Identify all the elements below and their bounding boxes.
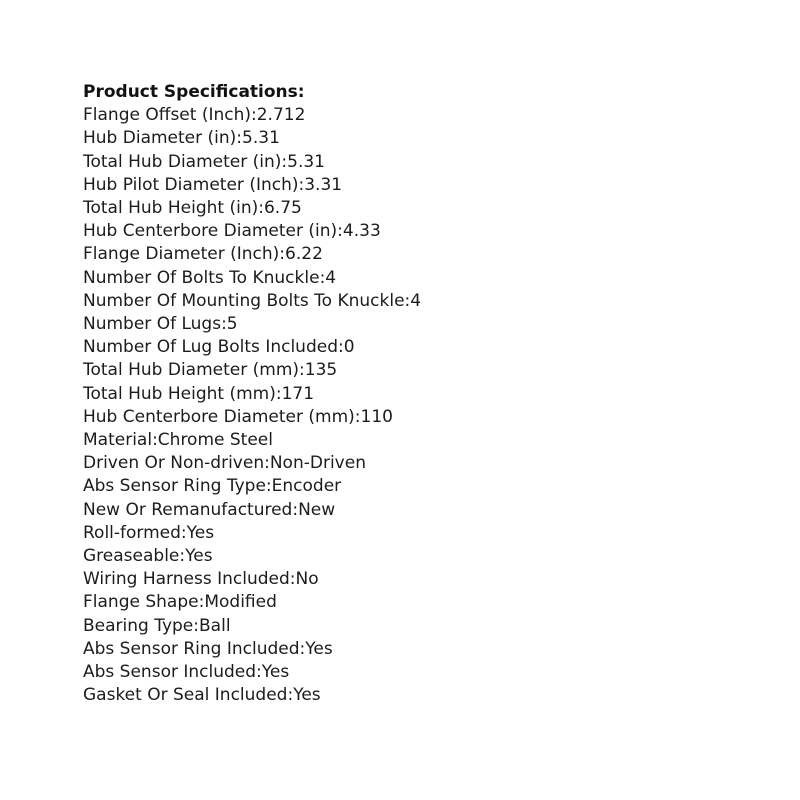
spec-separator: :	[179, 546, 186, 567]
spec-row	[83, 336, 723, 359]
spec-label: Flange Diameter (Inch)	[83, 244, 280, 265]
spec-row	[83, 452, 723, 475]
spec-row	[83, 591, 723, 614]
spec-row	[83, 290, 723, 313]
spec-row	[83, 615, 723, 638]
spec-value: 5	[226, 314, 238, 335]
spec-value: No	[295, 569, 319, 590]
spec-label: Total Hub Height (in)	[83, 198, 259, 219]
spec-separator: :	[279, 244, 286, 265]
spec-label: Bearing Type	[83, 615, 194, 636]
spec-separator: :	[289, 569, 296, 590]
spec-value: Modified	[204, 592, 277, 613]
spec-value: 4	[325, 267, 337, 288]
spec-separator: :	[265, 476, 272, 497]
spec-separator: :	[264, 453, 270, 474]
spec-separator: :	[193, 615, 200, 636]
spec-label: Hub Centerbore Diameter (in)	[83, 221, 338, 242]
product-specifications-section	[83, 81, 723, 707]
spec-label: Total Hub Diameter (in)	[83, 151, 282, 172]
spec-value: 5.31	[242, 128, 280, 149]
spec-row	[83, 104, 723, 127]
spec-label: Wiring Harness Included	[83, 569, 290, 590]
spec-label: Material	[83, 430, 153, 451]
spec-value: Non-Driven	[269, 453, 366, 474]
spec-separator: :	[338, 337, 344, 358]
spec-value: 5.31	[287, 151, 325, 172]
spec-row	[83, 267, 723, 290]
spec-row	[83, 151, 723, 174]
spec-separator: :	[337, 221, 343, 242]
spec-label: Abs Sensor Ring Type	[83, 476, 266, 497]
spec-value: New	[298, 499, 336, 520]
spec-label: Total Hub Diameter (mm)	[83, 360, 300, 381]
spec-value: 6.22	[285, 244, 323, 265]
spec-row	[83, 475, 723, 498]
spec-row	[83, 568, 723, 591]
spec-row	[83, 545, 723, 568]
spec-label: Abs Sensor Ring Included	[83, 638, 300, 659]
spec-value: Encoder	[271, 476, 342, 497]
spec-separator: :	[221, 314, 227, 335]
spec-separator: :	[287, 685, 294, 706]
spec-value: 2.712	[256, 105, 306, 126]
spec-row	[83, 220, 723, 243]
spec-separator: :	[236, 128, 243, 149]
spec-row	[83, 661, 723, 684]
spec-separator: :	[198, 592, 205, 613]
spec-separator: :	[258, 198, 264, 219]
spec-separator: :	[152, 430, 158, 451]
spec-label: Hub Pilot Diameter (Inch)	[83, 174, 299, 195]
spec-label: Hub Diameter (in)	[83, 128, 237, 149]
spec-separator: :	[299, 360, 305, 381]
spec-value: Yes	[305, 638, 333, 659]
section-heading: Product Specifications:	[83, 82, 305, 102]
spec-separator: :	[275, 383, 282, 404]
spec-label: New Or Remanufactured	[83, 499, 293, 520]
spec-row	[83, 243, 723, 266]
spec-separator: :	[281, 151, 288, 172]
spec-separator: :	[319, 267, 326, 288]
spec-row	[83, 359, 723, 382]
spec-label: Flange Shape	[83, 592, 199, 613]
spec-label: Abs Sensor Included	[83, 662, 257, 683]
spec-separator: :	[292, 499, 299, 520]
spec-value: 4	[410, 290, 422, 311]
spec-label: Total Hub Height (mm)	[83, 383, 276, 404]
spec-value: 0	[343, 337, 355, 358]
spec-separator: :	[251, 105, 257, 126]
spec-label: Number Of Bolts To Knuckle	[83, 267, 320, 288]
spec-label: Flange Offset (Inch)	[83, 105, 251, 126]
spec-row	[83, 638, 723, 661]
spec-label: Number Of Lugs	[83, 314, 222, 335]
spec-value: 3.31	[304, 174, 343, 195]
spec-list	[83, 104, 723, 707]
spec-row	[83, 313, 723, 336]
spec-value: Chrome Steel	[157, 430, 273, 451]
spec-value: 110	[360, 406, 393, 427]
spec-row	[83, 684, 723, 707]
spec-value: Yes	[185, 546, 213, 567]
spec-row	[83, 197, 723, 220]
spec-separator: :	[404, 290, 411, 311]
spec-row	[83, 127, 723, 150]
spec-label: Number Of Lug Bolts Included	[83, 337, 338, 358]
spec-separator: :	[354, 406, 361, 427]
spec-row	[83, 406, 723, 429]
spec-value: 135	[304, 360, 338, 381]
spec-row	[83, 499, 723, 522]
spec-row	[83, 383, 723, 406]
spec-value: Yes	[261, 662, 290, 683]
spec-value: 4.33	[342, 221, 381, 242]
spec-label: Number Of Mounting Bolts To Knuckle	[83, 290, 405, 311]
spec-row	[83, 429, 723, 452]
spec-row	[83, 522, 723, 545]
spec-value: 6.75	[263, 198, 302, 219]
spec-separator: :	[298, 174, 305, 195]
spec-label: Greaseable	[83, 546, 180, 567]
spec-label: Hub Centerbore Diameter (mm)	[83, 406, 355, 427]
spec-row	[83, 174, 723, 197]
spec-label: Driven Or Non-driven	[83, 453, 265, 474]
spec-value: 171	[281, 383, 315, 404]
spec-value: Ball	[199, 615, 231, 636]
spec-value: Yes	[293, 685, 321, 706]
spec-separator: :	[180, 522, 187, 543]
spec-separator: :	[256, 662, 262, 683]
spec-label: Gasket Or Seal Included	[83, 685, 288, 706]
spec-label: Roll-formed	[83, 522, 181, 543]
spec-separator: :	[299, 638, 306, 659]
spec-value: Yes	[186, 522, 215, 543]
